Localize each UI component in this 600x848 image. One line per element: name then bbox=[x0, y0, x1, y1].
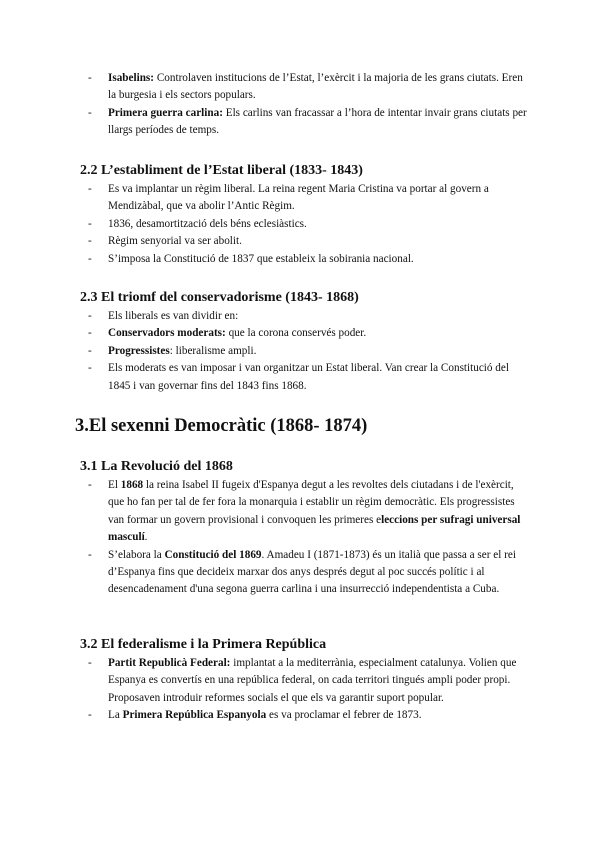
item-text: Els moderats es van imposar i van organitzar un Estat liberal. Van crear la Constitució del 1845 i van governar fins del 1843 fins 1868. bbox=[108, 362, 509, 392]
item-text: S’imposa la Constitució de 1837 que estableix la sobirania nacional. bbox=[108, 252, 414, 265]
item-text: Controlaven institucions de l’Estat, l’exèrcit i la majoria de les grans ciutats. Eren la burgesia i els sectors populars. bbox=[108, 72, 523, 102]
item-bold: Conservadors moderats: bbox=[108, 327, 226, 340]
item-text: 1836, desamortització dels béns eclesiàstics. bbox=[108, 217, 307, 230]
item-text: : liberalisme ampli. bbox=[169, 344, 257, 357]
item-bold: Isabelins: bbox=[108, 72, 155, 84]
dash-bullet: - bbox=[88, 344, 92, 357]
section-3-2-list bbox=[88, 655, 528, 725]
list-item bbox=[88, 477, 528, 547]
item-text: es va proclamar el febrer de 1873. bbox=[266, 709, 422, 722]
item-text: Els liberals es van dividir en: bbox=[108, 310, 239, 322]
item-bold: Progressistes bbox=[108, 344, 170, 357]
item-text: . bbox=[144, 531, 148, 544]
list-item bbox=[88, 360, 528, 395]
intro-list bbox=[88, 70, 528, 140]
dash-bullet: - bbox=[88, 106, 92, 119]
section-2-3-list bbox=[88, 308, 528, 395]
item-bold: 1868 bbox=[120, 479, 144, 491]
item-text: Es va implantar un règim liberal. La reina regent Maria Cristina va portar al govern a Mendizàbal, que va abolir l’Antic Règim. bbox=[108, 183, 489, 213]
dash-bullet: - bbox=[88, 217, 92, 230]
item-text: La bbox=[108, 709, 123, 722]
item-text: implantat a la mediterrània, especialment catalunya. Volien que Espanya es convertís en una república federal, on cada territori tingués ampli poder propi. Proposaven introduir reformes socials el que els va garantir suport popular. bbox=[108, 657, 517, 704]
dash-bullet: - bbox=[88, 72, 92, 84]
list-item bbox=[88, 105, 528, 140]
item-text: la reina Isabel II fugeix d'Espanya degut a les revoltes dels ciutadans i de l'exèrcit, que ho fan per tal de fer fora la monarquia i establir un règim democràtic. Els progressistes van formar un govern provisional i convoquen les primeres e bbox=[108, 479, 515, 526]
section-3-1-list bbox=[88, 477, 528, 599]
item-bold: Constitució del 1869 bbox=[164, 548, 262, 561]
item-text: El bbox=[108, 479, 121, 491]
dash-bullet: - bbox=[88, 548, 92, 561]
list-item bbox=[88, 547, 528, 599]
dash-bullet: - bbox=[88, 235, 92, 248]
dash-bullet: - bbox=[88, 252, 92, 265]
item-text: Règim senyorial va ser abolit. bbox=[108, 235, 242, 248]
section-2-2-list bbox=[88, 181, 528, 268]
dash-bullet: - bbox=[88, 310, 92, 322]
list-item bbox=[88, 308, 528, 325]
list-item bbox=[88, 70, 528, 105]
list-item bbox=[88, 233, 528, 250]
section-heading-3-1: 3.1 La Revolució del 1868 bbox=[80, 459, 233, 474]
item-text: S’elabora la bbox=[108, 548, 165, 561]
item-bold: leccions per sufragi universal masculí bbox=[108, 513, 521, 544]
list-item bbox=[88, 251, 528, 268]
chapter-heading-3: 3.El sexenni Democràtic (1868- 1874) bbox=[75, 416, 368, 436]
dash-bullet: - bbox=[88, 327, 92, 340]
list-item bbox=[88, 181, 528, 216]
dash-bullet: - bbox=[88, 657, 92, 669]
item-bold: Primera República Espanyola bbox=[122, 709, 267, 722]
item-bold: Primera guerra carlina: bbox=[108, 106, 223, 119]
list-item bbox=[88, 343, 528, 360]
dash-bullet: - bbox=[88, 479, 92, 491]
list-item bbox=[88, 325, 528, 342]
item-text: que la corona conservés poder. bbox=[225, 327, 367, 340]
dash-bullet: - bbox=[88, 709, 92, 722]
item-text: . Amadeu I (1871-1873) és un italià que passa a ser el rei d’Espanya fins que decideix marxar dos anys després degut al poc succés polític i al desencadenament d'una segona guerra carlina i una insurrecció independentista a Cuba. bbox=[108, 548, 516, 596]
dash-bullet: - bbox=[88, 183, 92, 195]
dash-bullet: - bbox=[88, 362, 92, 375]
section-heading-2-3: 2.3 El triomf del conservadorisme (1843- 1868) bbox=[80, 290, 359, 305]
list-item bbox=[88, 216, 528, 233]
item-text: Els carlins van fracassar a l’hora de intentar invair grans ciutats per llargs períodes de temps. bbox=[108, 106, 527, 137]
list-item bbox=[88, 707, 528, 724]
section-heading-2-2: 2.2 L’establiment de l’Estat liberal (1833- 1843) bbox=[80, 163, 363, 178]
section-heading-3-2: 3.2 El federalisme i la Primera República bbox=[80, 637, 327, 652]
item-bold: Partit Republicà Federal: bbox=[108, 657, 231, 669]
list-item bbox=[88, 655, 528, 707]
